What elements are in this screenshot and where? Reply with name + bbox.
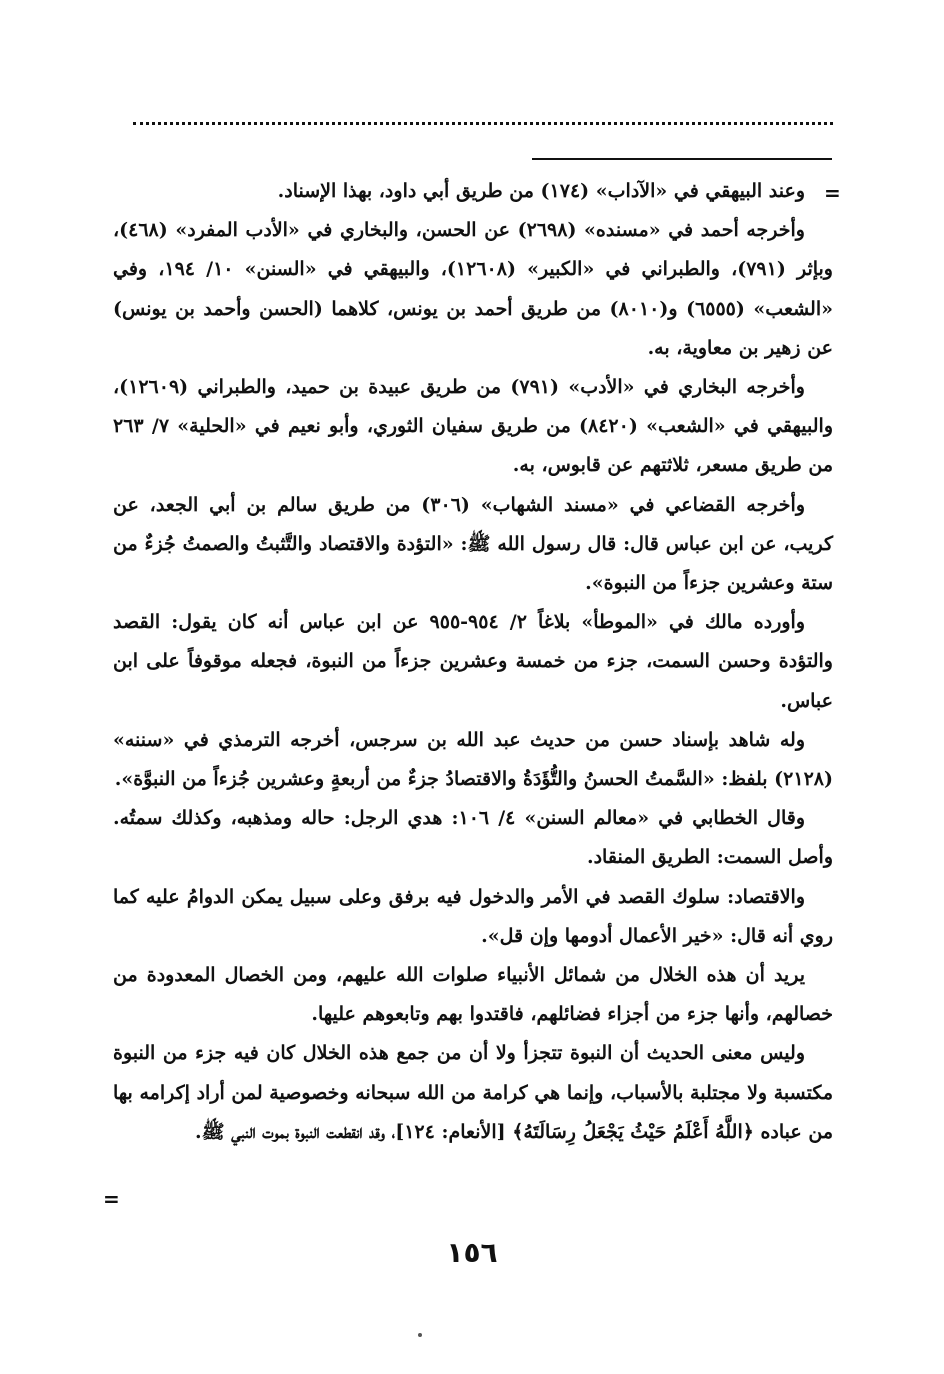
footnote-paragraph: وليس معنى الحديث أن النبوة تتجزأ ولا أن من جمع هذه الخلال كان فيه جزء من النبوة مكتسبة ولا مجتلبة بالأسباب، وإنما هي كرامة من الله سبحانه وخصوصية لمن أراد إكرامه بها من عباده ﴿اللَّهُ أَعْلَمُ حَيْثُ يَجْعَلُ رِسَالَتَهُ﴾ [الأنعام: ١٢٤]، وقد انقطعت النبوة بموت النبي ﷺ. (113, 1042, 833, 1143)
footnote-paragraph: وأورده مالك في «الموطأ» بلاغاً ٢/ ٩٥٤-٩٥٥ عن ابن عباس أنه كان يقول: القصد والتؤدة وحسن السمت، جزء من خمسة وعشرين جزءاً من النبوة، فجعله موقوفاً على ابن عباس. (113, 611, 833, 712)
footnote-paragraph: يريد أن هذه الخلال من شمائل الأنبياء صلوات الله عليهم، ومن الخصال المعدودة من خصالهم، وأنها جزء من أجزاء فضائلهم، فاقتدوا بهم وتابعوهم عليها. (113, 964, 833, 1026)
footnote-paragraph: وأخرجه القضاعي في «مسند الشهاب» (٣٠٦) من طريق سالم بن أبي الجعد، عن كريب، عن ابن عباس قال: قال رسول الله ﷺ: «التؤدة والاقتصاد والتَّثبتُ والصمتُ جُزءٌ من ستة وعشرين جزءاً من النبوة». (113, 493, 833, 595)
footnote-paragraph: وله شاهد بإسناد حسن من حديث عبد الله بن سرجس، أخرجه الترمذي في «سننه» (٢١٢٨) بلفظ: «السَّمتُ الحسنُ والتُّؤَدَةُ والاقتصادُ جزءٌ من أربعةٍ وعشرين جُزءاً من النبوَّة». (113, 728, 833, 791)
print-speck (418, 1333, 422, 1337)
footnote-separator-rule (532, 158, 832, 160)
footnote-paragraph: وقال الخطابي في «معالم السنن» ٤/ ١٠٦: هدي الرجل: حاله ومذهبه، وكذلك سمتُه. وأصل السمت: الطريق المنقاد. (113, 807, 833, 869)
footnote-paragraph: وأخرجه البخاري في «الأدب» (٧٩١) من طريق عبيدة بن حميد، والطبراني (١٢٦٠٩)، والبيهقي في «الشعب» (٨٤٢٠) من طريق سفيان الثوري، وأبو نعيم في «الحلية» ٧/ ٢٦٣ من طريق مسعر، ثلاثتهم عن قابوس، به. (113, 376, 833, 477)
page-number: ١٥٦ (446, 1236, 498, 1269)
continuation-mark-start: = (824, 181, 841, 205)
continuation-mark-end: = (103, 1187, 120, 1211)
footnote-paragraph: وأخرجه أحمد في «مسنده» (٢٦٩٨) عن الحسن، والبخاري في «الأدب المفرد» (٤٦٨)، وبإثر (٧٩١)، والطبراني في «الكبير» (١٢٦٠٨)، والبيهقي في «السنن» ١٠/ ١٩٤، وفي «الشعب» (٦٥٥٥) و(٨٠١٠) من طريق أحمد بن يونس، كلاهما (الحسن وأحمد بن يونس) عن زهير بن معاوية، به. (113, 219, 833, 359)
footnote-body (113, 172, 833, 1152)
footnote-paragraph: وعند البيهقي في «الآداب» (١٧٤) من طريق أبي داود، بهذا الإسناد. (277, 180, 805, 202)
footnote-separator-dotted (133, 122, 833, 125)
footnote-paragraph: والاقتصاد: سلوك القصد في الأمر والدخول فيه برفق وعلى سبيل يمكن الدوامُ عليه كما روي أنه قال: «خير الأعمال أدومها وإن قل». (113, 885, 833, 947)
